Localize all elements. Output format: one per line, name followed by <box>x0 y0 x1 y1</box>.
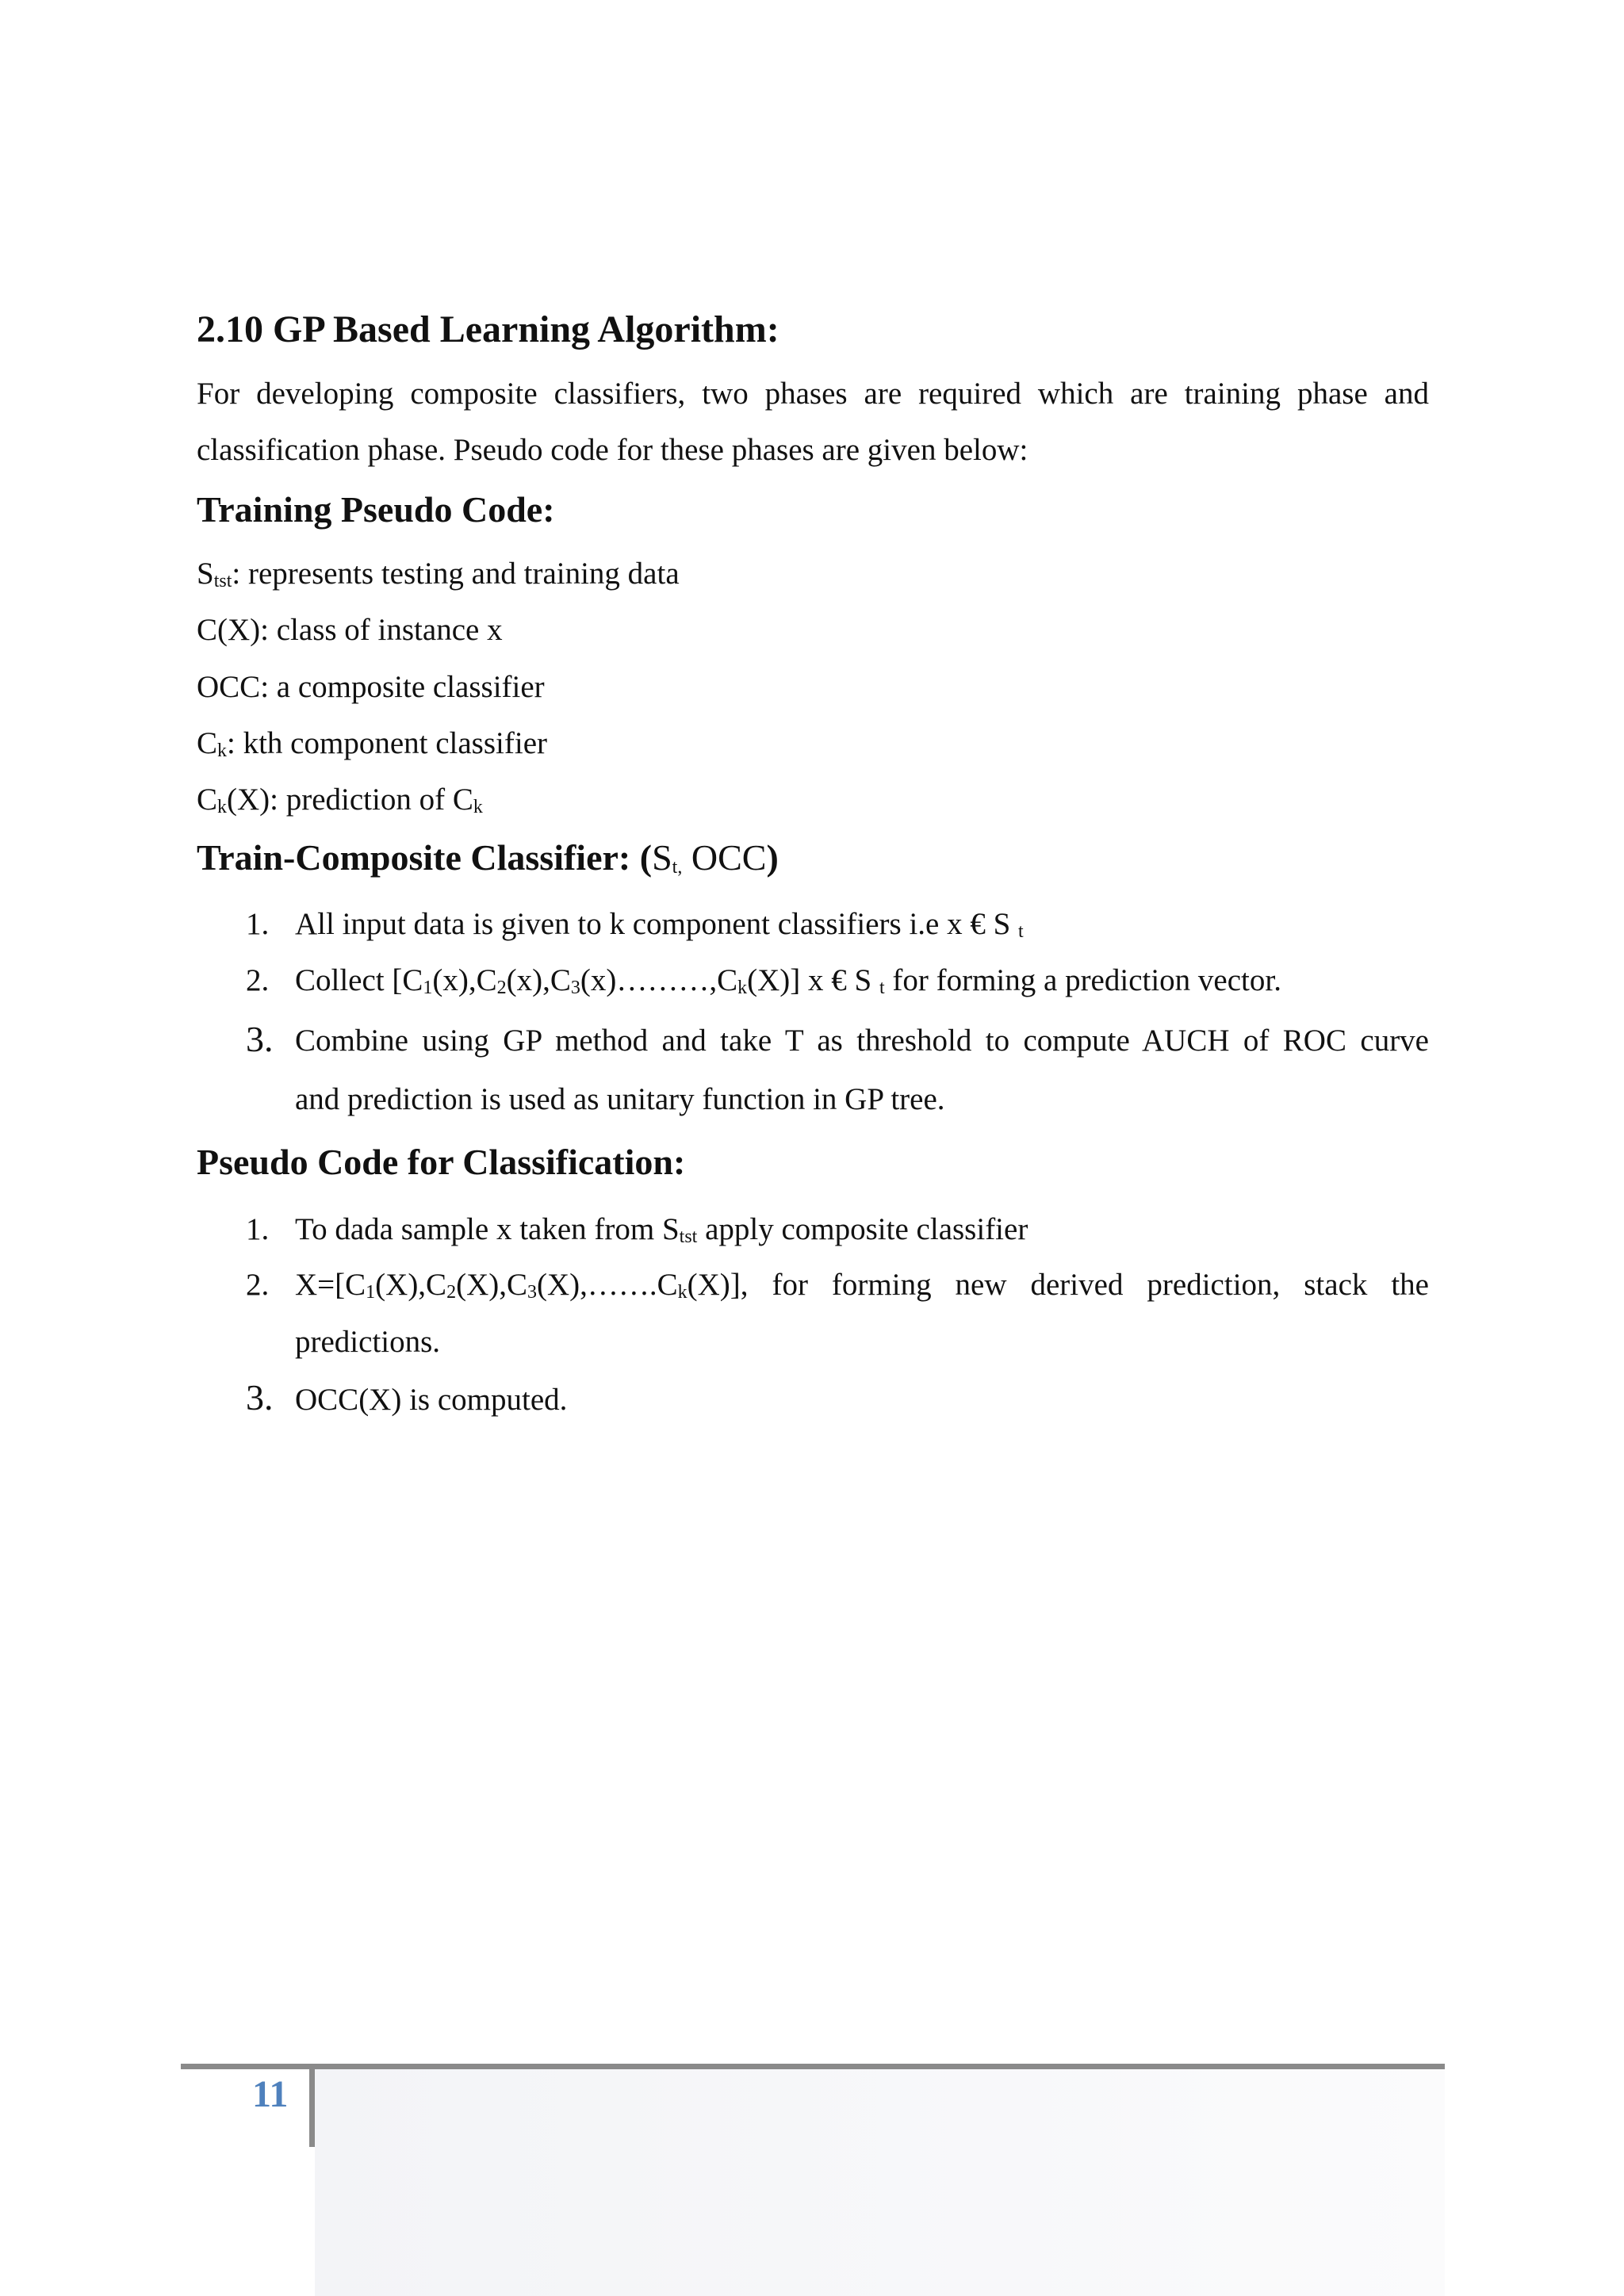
train-step-1: All input data is given to k component classifiers i.e x € S $_t$ <box>295 907 1024 942</box>
definition-ck: $C_k$: kth component classifier <box>197 726 547 761</box>
classification-heading: Pseudo Code for Classification: <box>197 1142 686 1182</box>
train-composite-heading: Train-Composite Classifier: ($S_{t,}$ OCC) <box>197 837 779 878</box>
page-number: 11 <box>252 2073 289 2115</box>
class-step-1-number: 1. <box>246 1212 270 1246</box>
intro-line-1: For developing composite classifiers, two phases are required which are training phase and <box>197 377 1429 411</box>
train-step-2: Collect $[C_1(x),C_2(x),C_3(x)\dots\dots\dots,C_k(X)]$ x € S $_t$ for forming a prediction vector. <box>295 963 1281 998</box>
definition-occ: OCC: a composite classifier <box>197 670 545 704</box>
footer-shading <box>315 2069 1445 2296</box>
definition-s-tst: $S_{tst}$: represents testing and training data <box>197 557 680 591</box>
class-step-3: OCC(X) is computed. <box>295 1383 568 1417</box>
train-step-3-line-2: and prediction is used as unitary function in GP tree. <box>295 1082 945 1116</box>
definition-class: C(X): class of instance x <box>197 613 503 647</box>
intro-line-2: classification phase. Pseudo code for these phases are given below: <box>197 433 1028 467</box>
class-step-2-line-2: predictions. <box>295 1325 441 1359</box>
definition-ck-x: $C_k(X)$: prediction of $C_k$ <box>197 783 483 817</box>
class-step-3-number: 3. <box>246 1377 274 1418</box>
footer-rule <box>181 2064 1445 2069</box>
footer-divider <box>309 2064 315 2147</box>
class-step-2-number: 2. <box>246 1268 270 1302</box>
train-step-3-line-1: Combine using GP method and take T as threshold to compute AUCH of ROC curve <box>295 1024 1429 1058</box>
train-step-1-number: 1. <box>246 907 270 941</box>
train-step-3-number: 3. <box>246 1019 274 1059</box>
train-step-2-number: 2. <box>246 963 270 997</box>
section-heading: 2.10 GP Based Learning Algorithm: <box>197 308 779 350</box>
class-step-1: To dada sample x taken from $S_{tst}$ apply composite classifier <box>295 1212 1028 1247</box>
training-heading: Training Pseudo Code: <box>197 489 555 530</box>
class-step-2-line-1: $X=[C_1(X),C_2(X),C_3(X),\dots\dots.C_k(X)]$, for forming new derived prediction, stack the <box>295 1268 1429 1303</box>
